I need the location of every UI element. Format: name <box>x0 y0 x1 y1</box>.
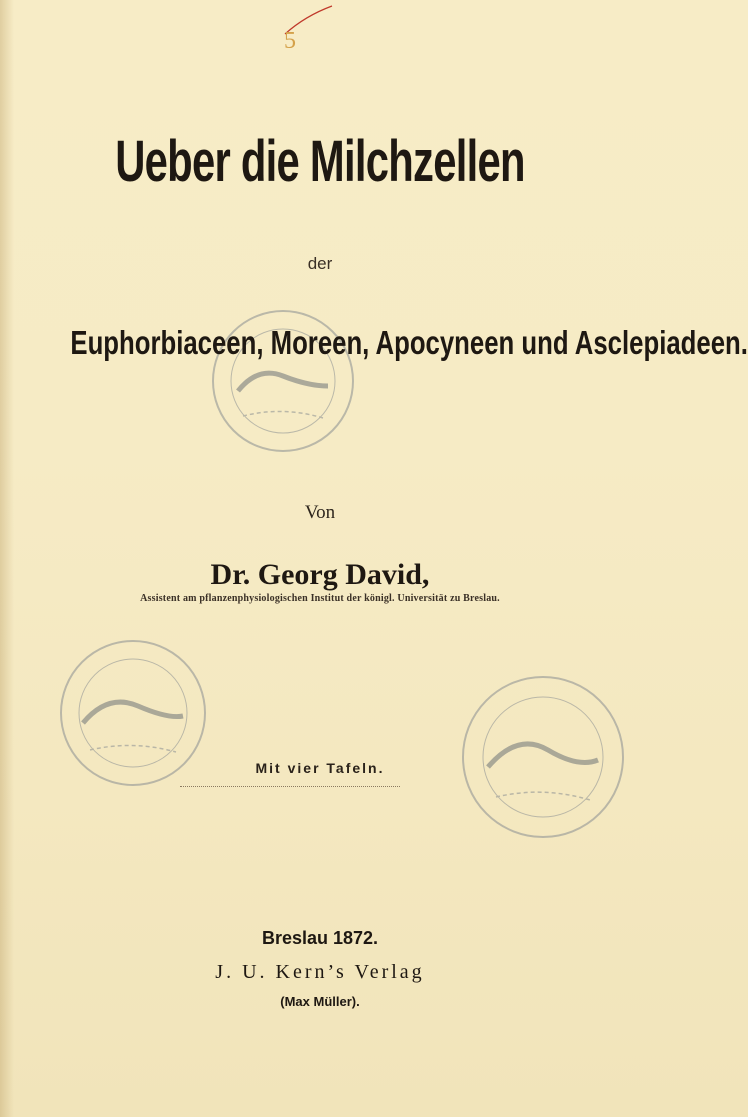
pencil-annotation <box>280 4 340 54</box>
publisher-name: J. U. Kern’s Verlag <box>215 961 425 983</box>
plates-note: Mit vier Tafeln. <box>255 760 385 776</box>
title-connector: der <box>307 254 333 273</box>
book-subtitle: Euphorbiaceen, Moreen, Apocyneen und Asclepiadeen. <box>70 324 748 361</box>
svg-text:5: 5 <box>284 28 296 54</box>
place-and-year: Breslau 1872. <box>261 928 379 948</box>
book-title: Ueber die Milchzellen <box>115 129 525 194</box>
library-stamp-center <box>198 296 368 466</box>
author-name: Dr. Georg David, <box>210 558 430 591</box>
by-line: Von <box>304 502 336 523</box>
author-affiliation: Assistent am pflanzenphysiologischen Institut der königl. Universität zu Breslau. <box>140 593 500 604</box>
library-stamp-right <box>448 662 638 852</box>
plates-dotted-rule <box>180 786 400 787</box>
publisher-proprietor: (Max Müller). <box>280 994 360 1009</box>
